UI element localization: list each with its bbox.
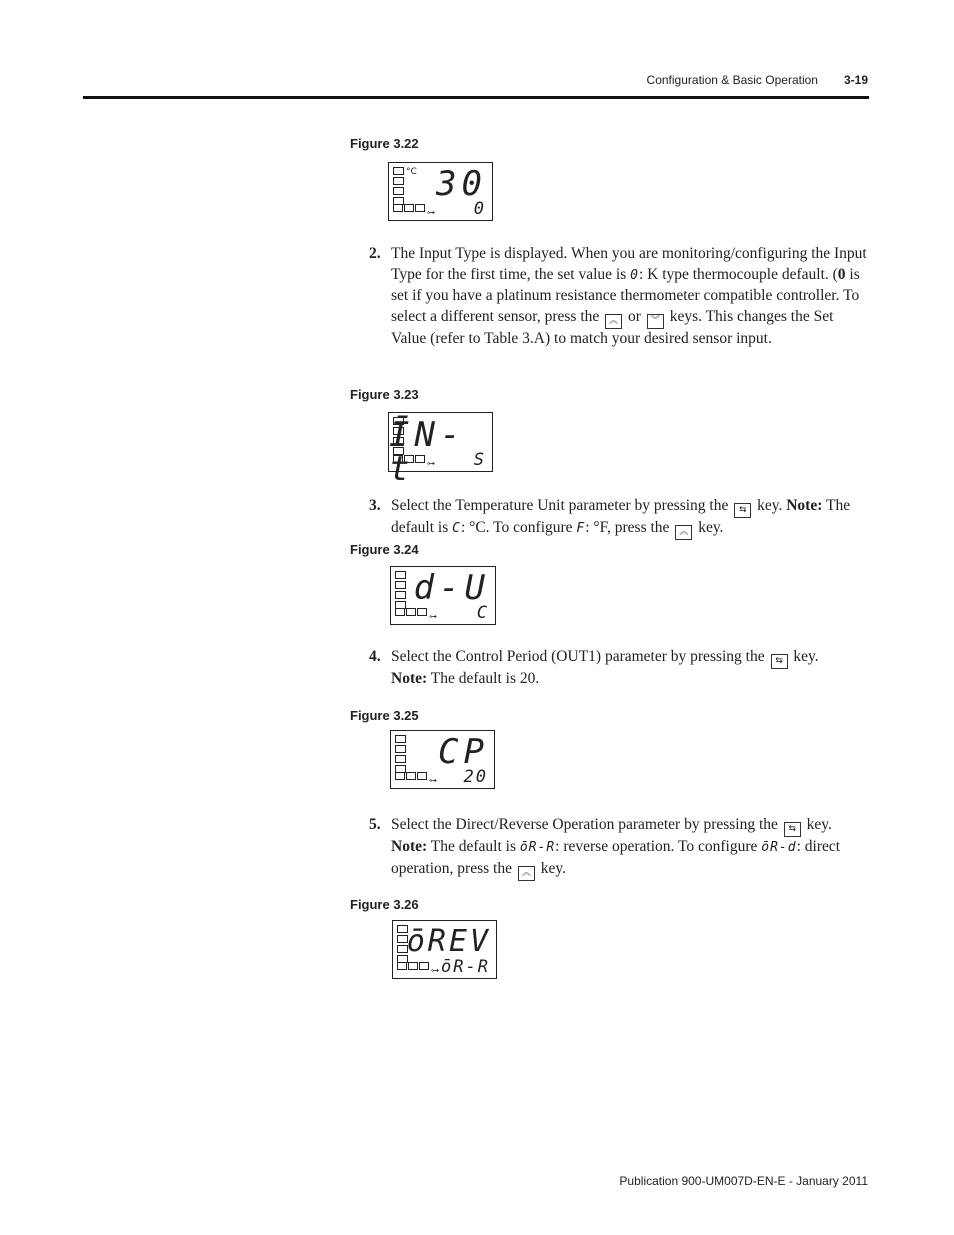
step-5 bbox=[369, 815, 869, 881]
key-icon: ⊶ bbox=[429, 776, 437, 785]
publication-footer: Publication 900-UM007D-EN-E - January 2011 bbox=[619, 1174, 868, 1188]
step-text: : reverse operation. To configure bbox=[555, 838, 762, 855]
figure-label: Figure 3.22 bbox=[350, 136, 419, 151]
header-rule bbox=[83, 96, 869, 99]
up-key-icon: ︽ bbox=[518, 866, 535, 881]
indicator-row bbox=[393, 199, 426, 217]
segment-text: ōR-d bbox=[761, 840, 797, 855]
bold-text: Note: bbox=[391, 670, 428, 687]
step-text: The default is 20. bbox=[427, 670, 540, 687]
key-icon: ⊶ bbox=[427, 208, 435, 217]
step-text: key. bbox=[802, 816, 832, 833]
key-icon: ⊶ bbox=[431, 966, 439, 975]
step-text: : K type thermocouple default. ( bbox=[638, 265, 838, 283]
set-value: 0 bbox=[473, 199, 486, 219]
step-text: The Input Type is displayed. When you are monitoring/configuring the Input Type for the first time, the set value is bbox=[391, 245, 867, 283]
step-text: Select the Temperature Unit parameter by pressing the bbox=[391, 497, 733, 514]
step-2 bbox=[369, 244, 869, 349]
indicator-row bbox=[397, 957, 430, 975]
bold-text: Note: bbox=[786, 497, 823, 514]
process-value: ĪN-t bbox=[389, 415, 466, 489]
bold-text: 0 bbox=[837, 265, 846, 283]
step-text: : °F, press the bbox=[585, 519, 674, 536]
segment-text: F bbox=[576, 521, 586, 536]
step-text: : direct operation, press the bbox=[391, 838, 841, 877]
set-value: ōR-R bbox=[441, 957, 490, 977]
step-text: key. bbox=[753, 497, 787, 514]
display-panel bbox=[390, 730, 495, 789]
header-section: Configuration & Basic Operation bbox=[646, 73, 818, 87]
page-header bbox=[0, 73, 868, 87]
mode-key-icon: ⇆ bbox=[784, 822, 801, 837]
step-text: Select the Direct/Reverse Operation parameter by pressing the bbox=[391, 816, 782, 833]
step-text: is set if you have a platinum resistance thermometer compatible controller. To select a different sensor, press the bbox=[391, 265, 860, 325]
up-key-icon: ︽ bbox=[605, 314, 622, 329]
segment-text: 0 bbox=[630, 267, 639, 283]
process-value: CP bbox=[438, 732, 489, 772]
segment-text: ōR-R bbox=[519, 840, 556, 855]
mode-key-icon: ⇆ bbox=[771, 654, 788, 669]
figure-label: Figure 3.26 bbox=[350, 897, 419, 912]
step-number: 5. bbox=[369, 816, 381, 833]
step-text: Select the Control Period (OUT1) parameter by pressing the bbox=[391, 648, 769, 665]
figure-label: Figure 3.25 bbox=[350, 708, 419, 723]
figure-label: Figure 3.23 bbox=[350, 387, 419, 402]
key-icon: ⊶ bbox=[429, 612, 437, 621]
bold-text: Note: bbox=[391, 838, 428, 855]
process-value: 30 bbox=[436, 164, 487, 204]
figure-label: Figure 3.24 bbox=[350, 542, 419, 557]
down-key-icon: ︾ bbox=[647, 314, 664, 329]
step-text: The default is bbox=[391, 497, 851, 536]
step-3 bbox=[369, 496, 869, 540]
set-value: S bbox=[473, 450, 486, 470]
step-text: key. bbox=[536, 859, 566, 877]
step-text: key. bbox=[694, 519, 724, 536]
mode-key-icon: ⇆ bbox=[734, 503, 751, 518]
display-panel bbox=[390, 566, 496, 625]
display-panel bbox=[388, 162, 493, 221]
up-key-icon: ︽ bbox=[675, 525, 692, 540]
process-value: ōREV bbox=[406, 924, 491, 959]
key-icon: ⊶ bbox=[427, 459, 435, 468]
segment-text: C bbox=[452, 521, 461, 536]
unit-indicator: °C bbox=[406, 167, 417, 177]
page-number: 3-19 bbox=[843, 73, 868, 87]
display-panel bbox=[392, 920, 497, 979]
step-text: key. bbox=[789, 648, 819, 665]
set-value: 20 bbox=[463, 767, 488, 787]
indicator-row bbox=[395, 767, 428, 785]
step-number: 2. bbox=[369, 245, 381, 262]
process-value: d-U bbox=[413, 568, 490, 608]
step-number: 3. bbox=[369, 497, 381, 514]
set-value: C bbox=[476, 603, 489, 623]
step-text: or bbox=[624, 307, 645, 325]
step-text: : °C. To configure bbox=[460, 519, 577, 536]
display-panel bbox=[388, 412, 493, 489]
step-4 bbox=[369, 647, 869, 690]
step-text: keys. This changes the Set Value (refer to Table 3.A) to match your desired sensor input. bbox=[391, 307, 834, 347]
step-text: The default is bbox=[427, 838, 520, 855]
step-number: 4. bbox=[369, 648, 381, 665]
